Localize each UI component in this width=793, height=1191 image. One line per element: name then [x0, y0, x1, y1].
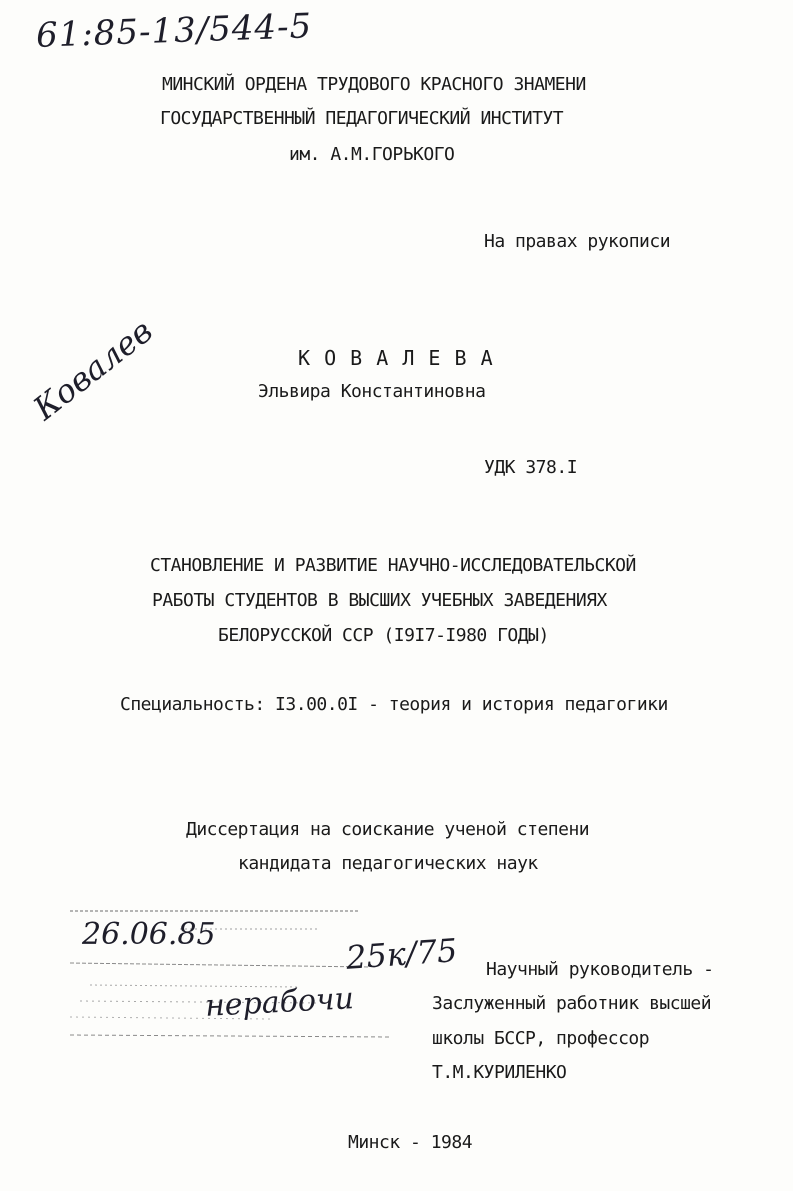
supervisor-line-2: Заслуженный работник высшей	[432, 993, 712, 1014]
udc-code: УДК 378.I	[484, 457, 578, 478]
archive-code-handwritten: 61:85-13/544-5	[35, 6, 313, 56]
degree-line-1: Диссертация на соискание ученой степени	[186, 819, 590, 840]
supervisor-line-1: Научный руководитель -	[486, 959, 714, 980]
specialty: Специальность: I3.00.0I - теория и история педагогики	[120, 694, 668, 715]
degree-line-2: кандидата педагогических наук	[238, 853, 538, 874]
author-given-names: Эльвира Константиновна	[258, 381, 486, 402]
author-surname: К О В А Л Е В А	[298, 346, 494, 370]
title-line-2: РАБОТЫ СТУДЕНТОВ В ВЫСШИХ УЧЕБНЫХ ЗАВЕДЕНИЯХ	[152, 590, 607, 611]
institution-line-3: им. А.М.ГОРЬКОГО	[289, 144, 455, 165]
stamp-date-handwritten: 26.06.85	[82, 917, 216, 952]
rights-note: На правах рукописи	[484, 231, 671, 252]
place-and-year: Минск - 1984	[348, 1132, 473, 1153]
title-line-1: СТАНОВЛЕНИЕ И РАЗВИТИЕ НАУЧНО-ИССЛЕДОВАТЕЛЬСКОЙ	[150, 555, 636, 576]
title-line-3: БЕЛОРУССКОЙ ССР (I9I7-I980 ГОДЫ)	[218, 625, 549, 646]
supervisor-name: Т.М.КУРИЛЕНКО	[432, 1062, 567, 1083]
margin-handwritten-surname: Ковалев	[26, 311, 160, 428]
supervisor-line-3: школы БССР, профессор	[432, 1028, 650, 1049]
institution-line-2: ГОСУДАРСТВЕННЫЙ ПЕДАГОГИЧЕСКИЙ ИНСТИТУТ	[160, 108, 564, 129]
stamp-number-handwritten: 25к/75	[344, 931, 459, 977]
stamp-word-handwritten: нерабочи	[204, 981, 355, 1024]
institution-line-1: МИНСКИЙ ОРДЕНА ТРУДОВОГО КРАСНОГО ЗНАМЕНИ	[162, 74, 586, 95]
